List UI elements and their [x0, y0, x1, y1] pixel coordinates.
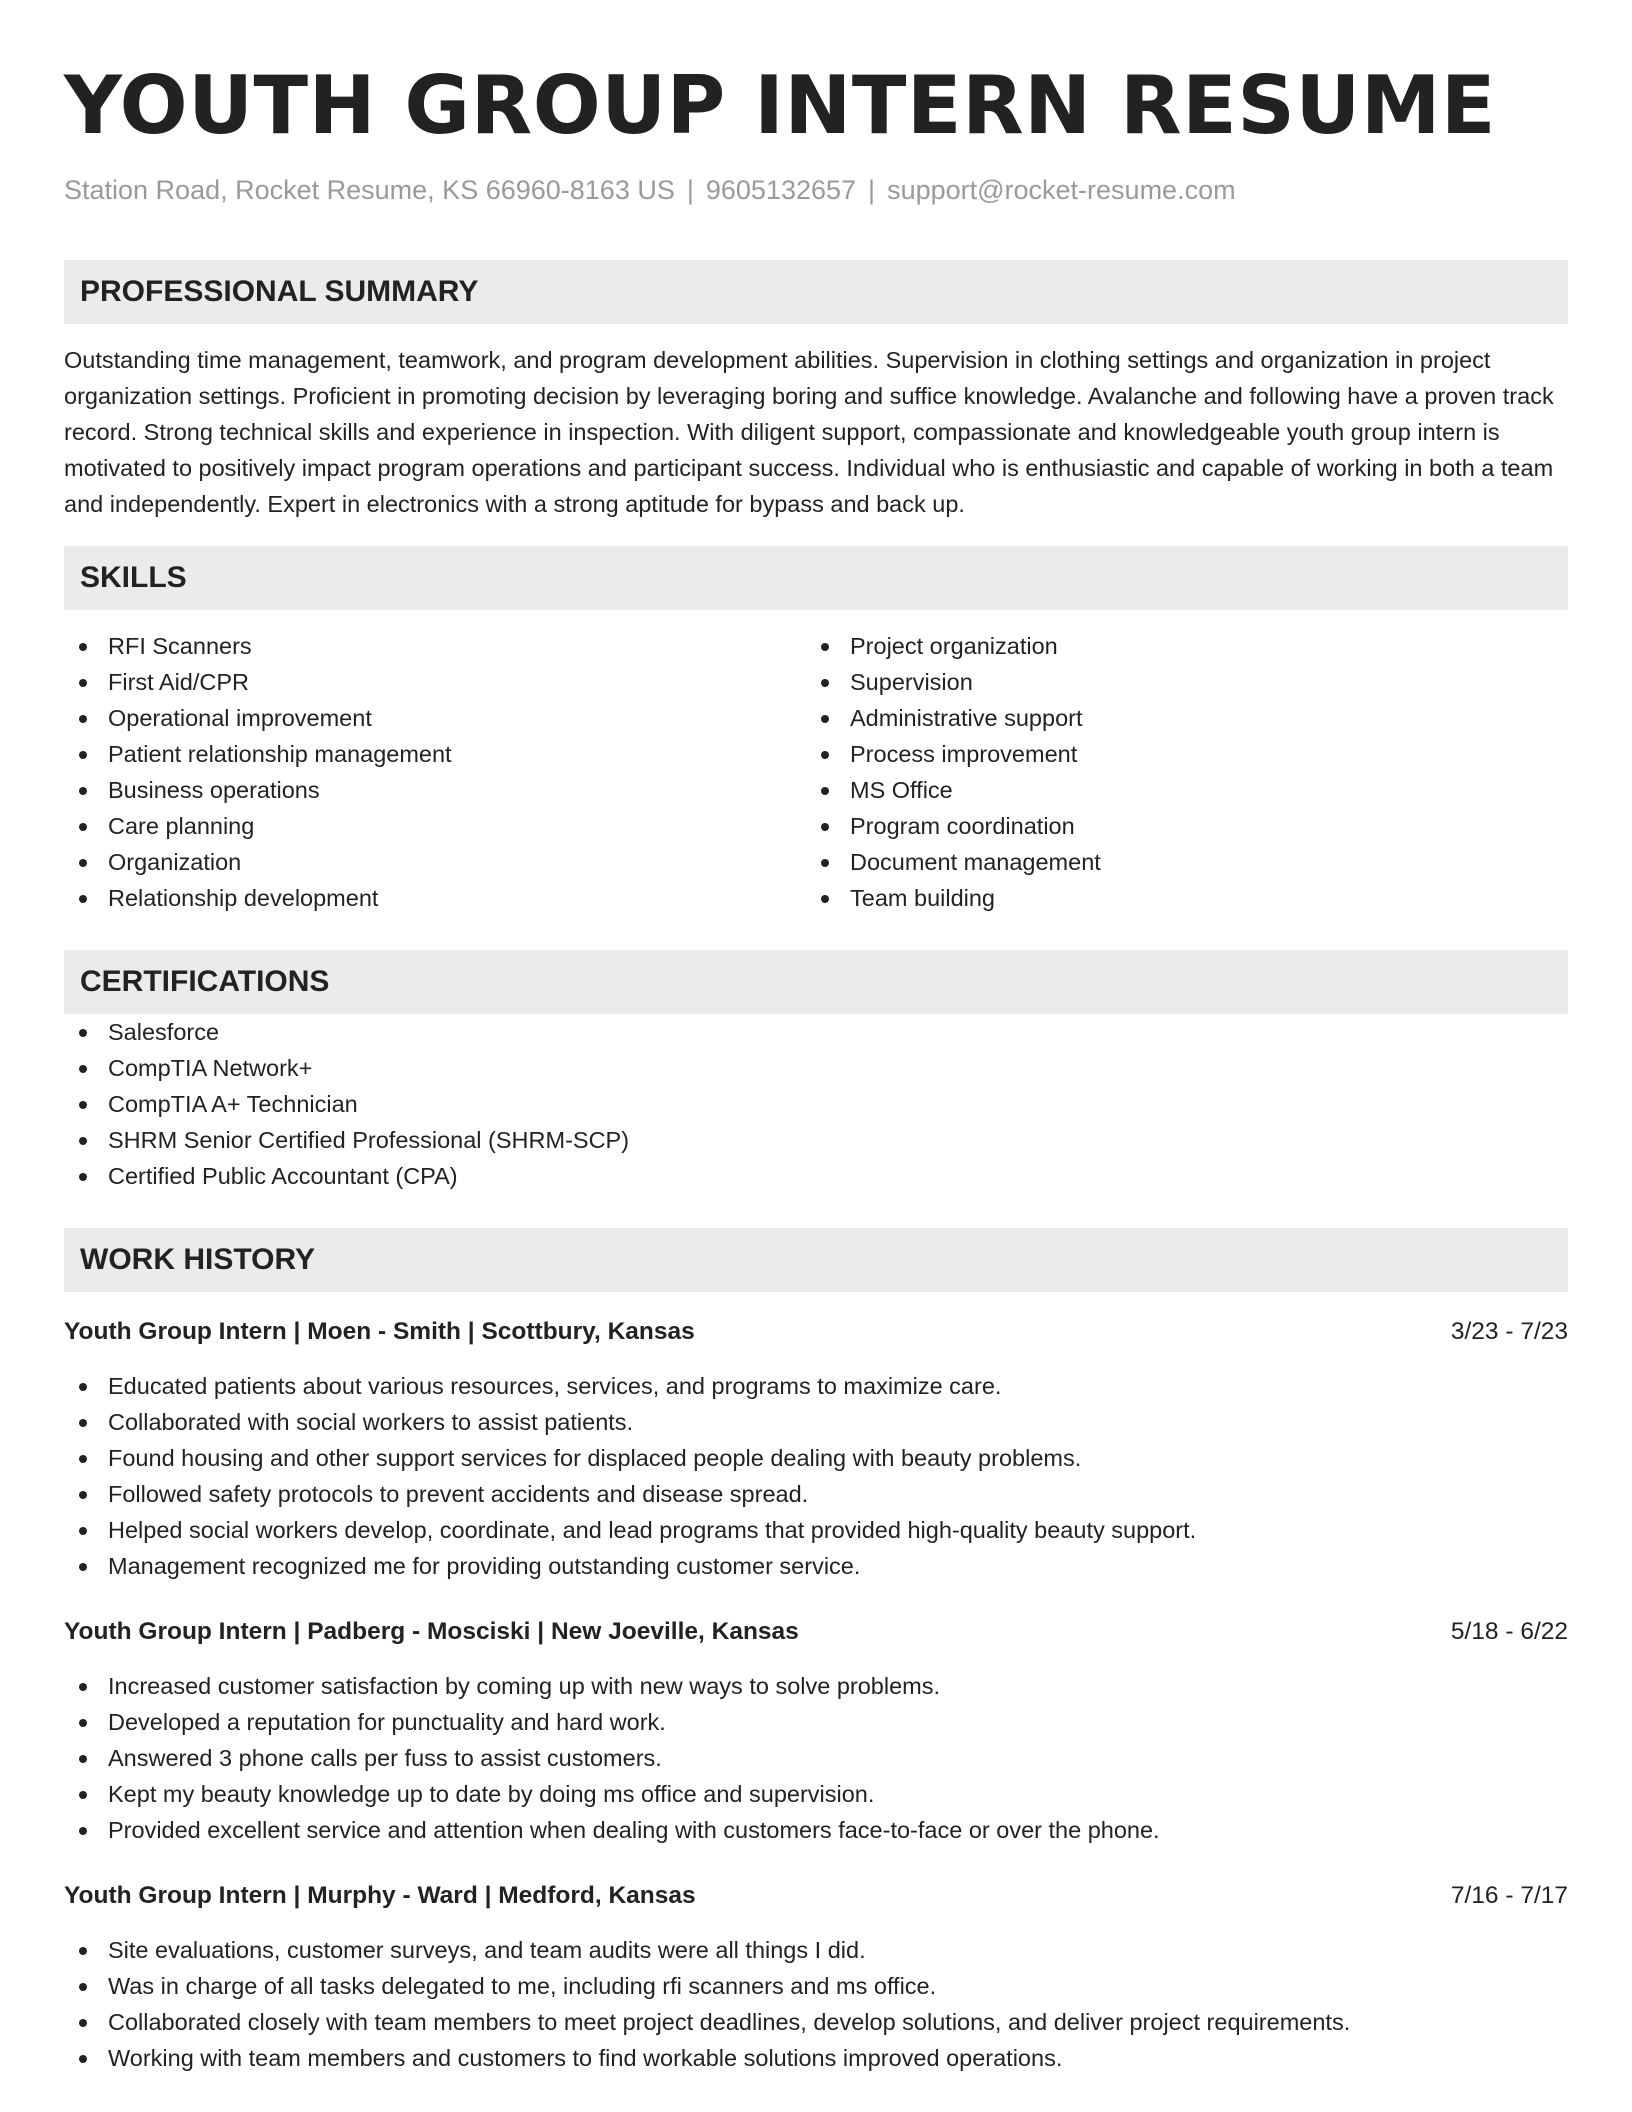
skill-item: Document management — [806, 844, 1548, 880]
job-bullets — [64, 1668, 1568, 1848]
job-bullet: Collaborated with social workers to assist patients. — [64, 1404, 1568, 1440]
summary-text: Outstanding time management, teamwork, and program development abilities. Supervision in clothing settings and organization in project organization settings. Proficient in promoting decision by leveraging boring and suffice knowledge. Avalanche and following have a proven track record. Strong technical skills and experience in inspection. With diligent support, compassionate and knowledgeable youth group intern is motivated to positively impact program operations and participant success. Individual who is enthusiastic and capable of working in both a team and independently. Expert in electronics with a strong aptitude for bypass and back up. — [64, 347, 1554, 517]
skill-item: Relationship development — [64, 880, 806, 916]
job-bullet: Answered 3 phone calls per fuss to assist customers. — [64, 1740, 1568, 1776]
skill-item: First Aid/CPR — [64, 664, 806, 700]
skills-column-right — [806, 628, 1548, 916]
section-header-skills: SKILLS — [64, 546, 1568, 610]
resume-page — [64, 0, 1568, 2076]
skill-item: Business operations — [64, 772, 806, 808]
contact-separator: | — [686, 175, 694, 205]
job-bullet: Developed a reputation for punctuality and hard work. — [64, 1704, 1568, 1740]
section-header-summary: PROFESSIONAL SUMMARY — [64, 260, 1568, 324]
skill-item: Supervision — [806, 664, 1548, 700]
job-header — [64, 1614, 1568, 1650]
job-bullet: Management recognized me for providing outstanding customer service. — [64, 1548, 1568, 1584]
job-bullet: Found housing and other support services for displaced people dealing with beauty problems. — [64, 1440, 1568, 1476]
contact-line — [64, 172, 1568, 208]
skill-item: Team building — [806, 880, 1548, 916]
skill-item: Patient relationship management — [64, 736, 806, 772]
job-dates: 7/16 - 7/17 — [1450, 1881, 1568, 1909]
skills-list — [64, 628, 1568, 916]
job-entry — [64, 1878, 1568, 2076]
job-entry — [64, 1614, 1568, 1848]
section-header-certifications: CERTIFICATIONS — [64, 950, 1568, 1014]
job-bullet: Kept my beauty knowledge up to date by doing ms office and supervision. — [64, 1776, 1568, 1812]
skills-column-left — [64, 628, 806, 916]
job-bullet: Educated patients about various resources, services, and programs to maximize care. — [64, 1368, 1568, 1404]
job-bullet: Helped social workers develop, coordinate, and lead programs that provided high-quality beauty support. — [64, 1512, 1568, 1548]
job-bullet: Working with team members and customers to find workable solutions improved operations. — [64, 2040, 1568, 2076]
skill-item: Process improvement — [806, 736, 1548, 772]
job-bullet: Increased customer satisfaction by coming up with new ways to solve problems. — [64, 1668, 1568, 1704]
resume-title: YOUTH GROUP INTERN RESUME — [64, 59, 1497, 152]
contact-phone: 9605132657 — [705, 175, 857, 205]
certification-item: SHRM Senior Certified Professional (SHRM-SCP) — [64, 1122, 1568, 1158]
job-dates: 3/23 - 7/23 — [1450, 1317, 1568, 1345]
job-title: Youth Group Intern | Padberg - Mosciski | New Joeville, Kansas — [64, 1617, 799, 1645]
skill-item: Organization — [64, 844, 806, 880]
job-entry — [64, 1314, 1568, 1584]
section-header-work-history: WORK HISTORY — [64, 1228, 1568, 1292]
skill-item: Administrative support — [806, 700, 1548, 736]
job-dates: 5/18 - 6/22 — [1450, 1617, 1568, 1645]
skill-item: RFI Scanners — [64, 628, 806, 664]
job-title: Youth Group Intern | Murphy - Ward | Medford, Kansas — [64, 1881, 696, 1909]
contact-separator: | — [868, 175, 876, 205]
job-bullet: Followed safety protocols to prevent accidents and disease spread. — [64, 1476, 1568, 1512]
job-bullet: Collaborated closely with team members to meet project deadlines, develop solutions, and deliver project requirements. — [64, 2004, 1568, 2040]
certification-item: CompTIA A+ Technician — [64, 1086, 1568, 1122]
job-title: Youth Group Intern | Moen - Smith | Scottbury, Kansas — [64, 1317, 695, 1345]
skill-item: MS Office — [806, 772, 1548, 808]
job-bullet: Provided excellent service and attention when dealing with customers face-to-face or over the phone. — [64, 1812, 1568, 1848]
certification-item: Certified Public Accountant (CPA) — [64, 1158, 1568, 1194]
certification-item: CompTIA Network+ — [64, 1050, 1568, 1086]
skill-item: Program coordination — [806, 808, 1548, 844]
job-header — [64, 1878, 1568, 1914]
job-bullets — [64, 1932, 1568, 2076]
skill-item: Project organization — [806, 628, 1548, 664]
job-bullets — [64, 1368, 1568, 1584]
job-header — [64, 1314, 1568, 1350]
skill-item: Operational improvement — [64, 700, 806, 736]
job-bullet: Site evaluations, customer surveys, and team audits were all things I did. — [64, 1932, 1568, 1968]
certification-item: Salesforce — [64, 1014, 1568, 1050]
certifications-list — [64, 1014, 1568, 1194]
contact-email: support@rocket-resume.com — [887, 175, 1236, 205]
job-bullet: Was in charge of all tasks delegated to me, including rfi scanners and ms office. — [64, 1968, 1568, 2004]
contact-address: Station Road, Rocket Resume, KS 66960-8163 US — [64, 175, 675, 205]
skill-item: Care planning — [64, 808, 806, 844]
